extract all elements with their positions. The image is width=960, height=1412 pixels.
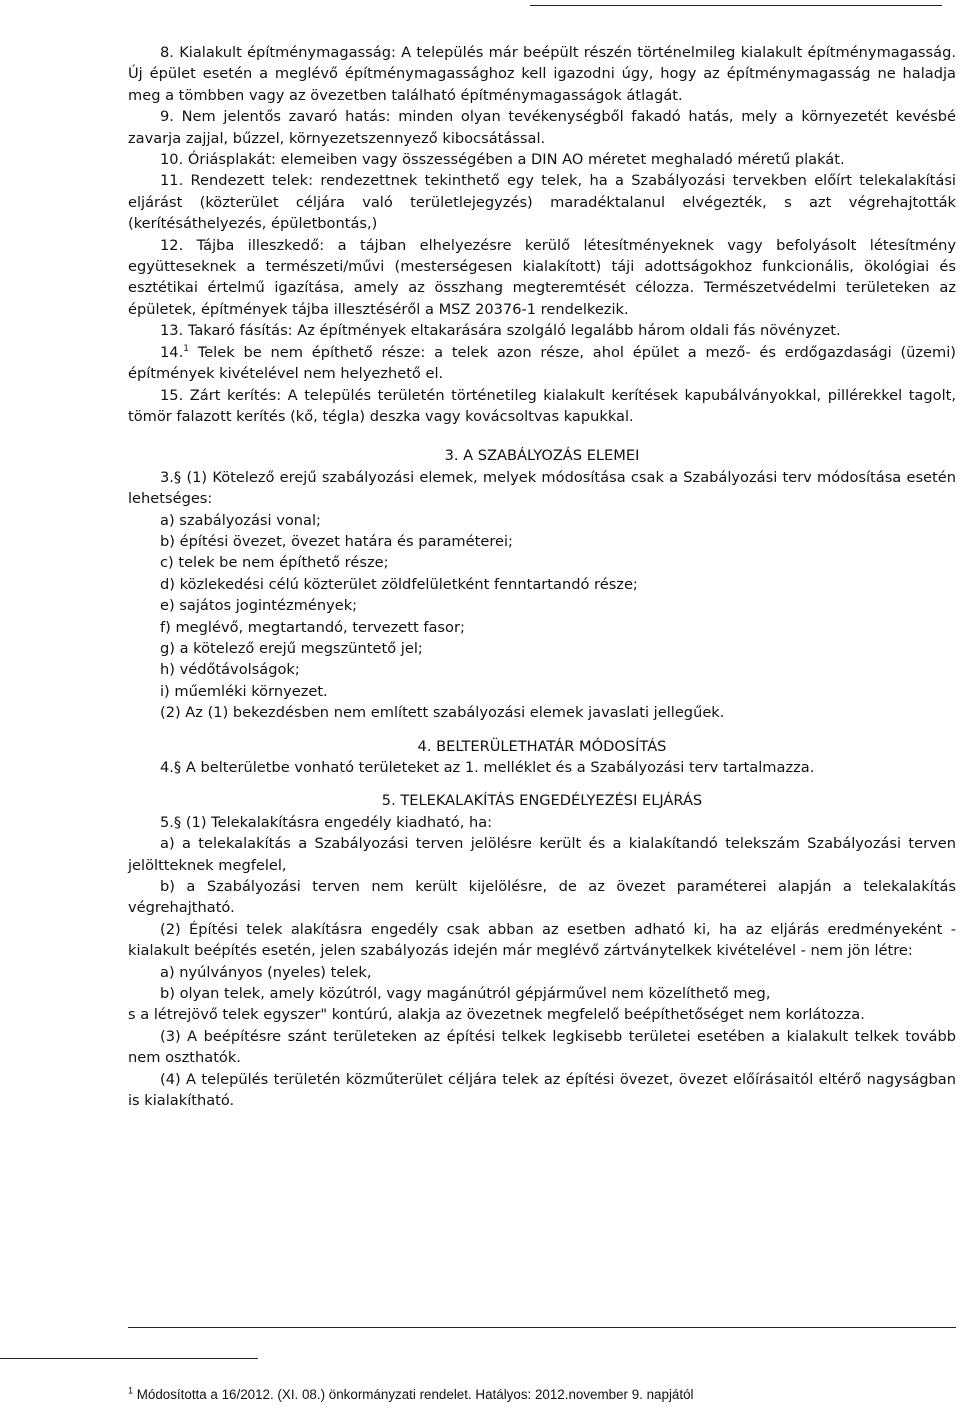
footnote bbox=[128, 1386, 956, 1404]
section-5-paragraph-2: (2) Építési telek alakításra engedély csak abban az esetben adható ki, ha az eljárás eredményeként - kialakult beépítés esetén, jelen szabályozás idején már meglévő zártványtelkek kivételével - nem jön létre: bbox=[128, 920, 956, 960]
section-3-paragraph-2: (2) Az (1) bekezdésben nem említett szabályozási elemek javaslati jellegűek. bbox=[160, 704, 725, 722]
definition-12: 12. Tájba illeszkedő: a tájban elhelyezésre kerülő létesítményeknek vagy befolyásolt létesítmény együtteseknek a természeti/művi (mesterségesen kialakított) táji adottságokhoz funkcionális, ökológiai és esztétikai értelmű igazítása, amely az összhang megteremtését célozza. Természetvédelmi területeken az épületek, építmények tájba illesztéséről a MSZ 20376-1 rendelkezik. bbox=[128, 236, 956, 318]
header-rule bbox=[530, 5, 942, 6]
section-5-paragraph-2-b: b) olyan telek, amely közútról, vagy magánútról gépjárművel nem közelíthető meg, bbox=[160, 985, 771, 1003]
definition-10: 10. Óriásplakát: elemeiben vagy összességében a DIN AO méretet meghaladó méretű plakát. bbox=[160, 151, 845, 169]
section-5-intro: 5.§ (1) Telekalakításra engedély kiadható, ha: bbox=[160, 813, 493, 831]
definition-11: 11. Rendezett telek: rendezettnek tekinthető egy telek, ha a Szabályozási tervekben előírt telekalakítási eljárást (közterület céljára való területlejegyzés) maradéktalanul elvégezték, s azt végrehajtották (kerítésáthelyezés, épületbontás,) bbox=[128, 172, 956, 233]
section-5-paragraph-2-a: a) nyúlványos (nyeles) telek, bbox=[160, 963, 372, 981]
footnote-reference[interactable]: 1 bbox=[183, 343, 189, 354]
list-item: d) közlekedési célú közterület zöldfelületként fenntartandó része; bbox=[160, 575, 638, 593]
section-3-intro: 3.§ (1) Kötelező erejű szabályozási elemek, melyek módosítása csak a Szabályozási terv módosítása esetén lehetséges: bbox=[128, 468, 956, 508]
definition-13: 13. Takaró fásítás: Az építmények eltakarására szolgáló legalább három oldali fás növényzet. bbox=[160, 322, 841, 340]
list-item: c) telek be nem építhető része; bbox=[160, 554, 389, 572]
footnote-separator bbox=[0, 1358, 258, 1359]
list-item: i) műemléki környezet. bbox=[160, 682, 328, 700]
definition-15: 15. Zárt kerítés: A település területén történetileg kialakult kerítések kapubálványokkal, pillérekkel tagolt, tömör falazott kerítés (kő, tégla) deszka vagy kovácsoltvas kapukkal. bbox=[128, 386, 956, 425]
page-bottom-rule bbox=[128, 1327, 956, 1328]
list-item: a) szabályozási vonal; bbox=[160, 511, 321, 529]
section-5-point-b: b) a Szabályozási terven nem került kijelölésre, de az övezet paraméterei alapján a telekalakítás végrehajtható. bbox=[128, 878, 956, 917]
definition-9: 9. Nem jelentős zavaró hatás: minden olyan tevékenységből fakadó hatás, mely a környezetét kevésbé zavarja zajjal, bűzzel, környezetszennyező kibocsátással. bbox=[128, 108, 956, 147]
section-4-heading: 4. BELTERÜLETHATÁR MÓDOSÍTÁS bbox=[417, 737, 667, 755]
list-item: g) a kötelező erejű megszüntető jel; bbox=[160, 639, 423, 657]
section-5-paragraph-3: (3) A beépítésre szánt területeken az építési telkek legkisebb területei esetében a kialakult telkek tovább nem oszthatók. bbox=[128, 1027, 956, 1067]
section-5-point-a: a) a telekalakítás a Szabályozási terven jelölésre került és a kialakítandó telekszám Szabályozási terven jelöltteknek megfelel, bbox=[128, 835, 956, 874]
section-3-heading: 3. A SZABÁLYOZÁS ELEMEI bbox=[444, 447, 640, 465]
section-4-text: 4.§ A belterületbe vonható területeket az 1. melléklet és a Szabályozási terv tartalmazza. bbox=[160, 759, 815, 776]
section-5-heading: 5. TELEKALAKÍTÁS ENGEDÉLYEZÉSI ELJÁRÁS bbox=[381, 792, 703, 810]
section-5-paragraph-2-c: s a létrejövő telek egyszer" kontúrú, alakja az övezetnek megfelelő beépíthetőséget nem korlátozza. bbox=[128, 1006, 865, 1024]
section-5-paragraph-4: (4) A település területén közműterület céljára telek az építési övezet, övezet előírásaitól eltérő nagyságban is kialakítható. bbox=[128, 1070, 956, 1110]
list-item: h) védőtávolságok; bbox=[160, 661, 300, 679]
definition-14-text: Telek be nem építhető része: a telek azon része, ahol épület a mező- és erdőgazdasági (üzemi) építmények kivételével nem helyezhető el. bbox=[128, 343, 956, 383]
definition-8: 8. Kialakult építménymagasság: A település már beépült részén történelmileg kialakult építménymagasság. Új épület esetén a meglévő építménymagassághoz kell igazodni úgy, hogy az építménymagasság ne haladja meg a tömbben vagy az övezetben található építménymagasságok átlagát. bbox=[128, 44, 956, 104]
document-body bbox=[128, 42, 956, 1112]
list-item: f) meglévő, megtartandó, tervezett fasor; bbox=[160, 618, 465, 636]
list-item: b) építési övezet, övezet határa és paraméterei; bbox=[160, 532, 513, 550]
list-item: e) sajátos jogintézmények; bbox=[160, 597, 358, 615]
footnote-text: Módosította a 16/2012. (XI. 08.) önkormányzati rendelet. Hatályos: 2012.november 9. napjától bbox=[133, 1387, 694, 1402]
footnote-number: 1 bbox=[128, 1385, 134, 1396]
definition-14-number: 14. bbox=[160, 343, 184, 361]
definition-14 bbox=[128, 342, 956, 385]
